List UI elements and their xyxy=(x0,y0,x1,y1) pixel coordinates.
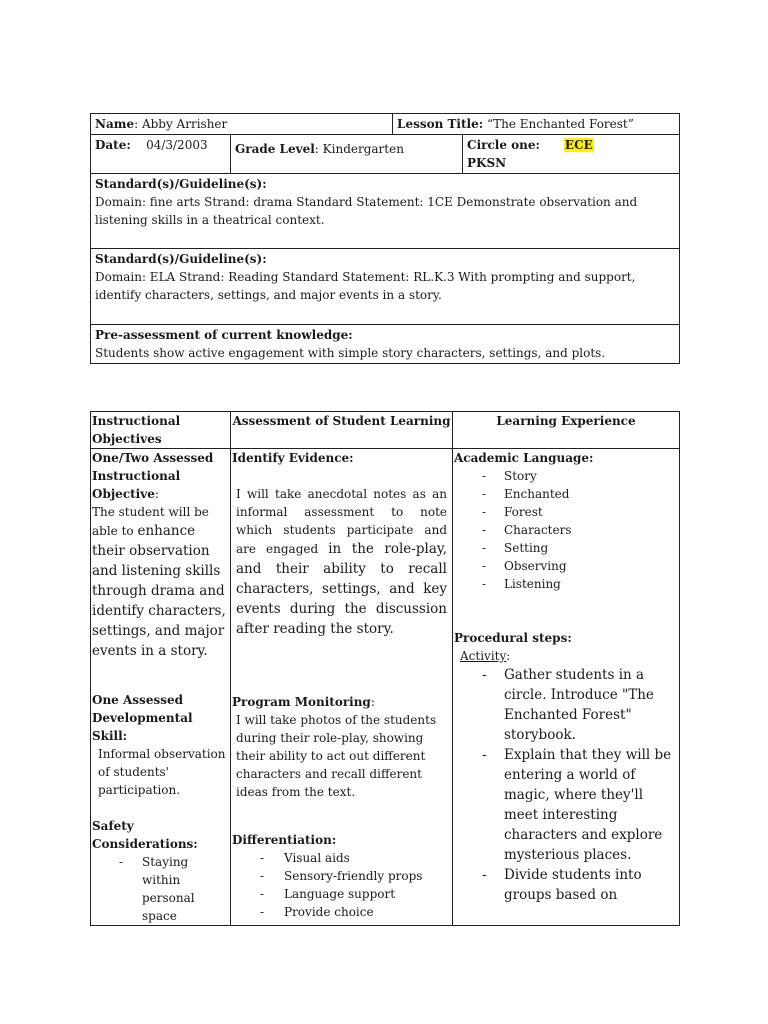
col-header-objectives: Instructional Objectives xyxy=(91,412,231,449)
academic-item-text: Enchanted xyxy=(504,487,570,501)
date-cell xyxy=(91,135,231,174)
lesson-title-label: Lesson Title: xyxy=(397,117,484,131)
academic-item-text: Characters xyxy=(504,523,572,537)
academic-item: - Characters xyxy=(482,523,572,537)
standard-1-cell xyxy=(91,174,680,249)
academic-item-text: Observing xyxy=(504,559,567,573)
preassessment-cell xyxy=(91,325,680,364)
name-cell: Name: Abby Arrisher xyxy=(91,114,393,135)
academic-item-text: Listening xyxy=(504,577,561,591)
col-header-assessment: Assessment of Student Learning xyxy=(231,412,453,449)
grade-cell: Grade Level: Kindergarten xyxy=(231,135,463,174)
procedure-step: - Divide students into groups based on xyxy=(482,867,642,903)
safety-label: Safety Considerations: xyxy=(92,819,198,851)
circle-label: Circle one: xyxy=(467,138,540,152)
circle-option-pksn: PKSN xyxy=(467,156,507,170)
learning-cell: Academic Language: - Story - Enchanted - Forest - Characters - Setting - Observing - Listening Procedural steps: Activity: - Gather students in a circle. Introduce "The Enchanted Forest" storybook. - Explain that they will be entering a world of magic, where they'll meet interesting characters and explore mysterious places. - Divide students into groups based on xyxy=(453,449,680,926)
activity-label: Activity xyxy=(460,649,507,663)
academic-item: - Listening xyxy=(482,577,561,591)
date-value: 04/3/2003 xyxy=(146,138,208,152)
evidence-text-a: I will take anecdotal notes as an informal assessment to note which students participate and are engaged xyxy=(236,487,447,556)
procedure-steps-list xyxy=(454,665,678,905)
lesson-plan-table xyxy=(90,411,680,926)
academic-label: Academic Language: xyxy=(454,451,594,465)
preassessment-label: Pre-assessment of current knowledge: xyxy=(95,328,353,342)
circle-cell xyxy=(463,135,680,174)
assessment-cell: Identify Evidence: I will take anecdotal notes as an informal assessment to note which students participate and are engaged in the role-play, and their ability to recall characters, settings, and key events during the discussion after reading the story. Program Monitoring: I will take photos of the students during their role-play, showing their ability to act out different characters and recall different ideas from the text. Differentiation: - Visual aids - Sensory-friendly props - Language support - Provide choice xyxy=(231,449,453,926)
procedure-step: - Explain that they will be entering a world of magic, where they'll meet interesting characters and explore mysterious places. xyxy=(482,747,672,863)
differentiation-item: - Sensory-friendly props xyxy=(260,869,423,883)
date-label: Date: xyxy=(95,138,131,152)
monitoring-text: I will take photos of the students during their role-play, showing their ability to act out different characters and recall different ideas from the text. xyxy=(236,713,437,799)
grade-value: Kindergarten xyxy=(322,142,404,156)
differentiation-list xyxy=(232,849,451,921)
circle-option-ece: ECE xyxy=(564,138,593,152)
standard-2-label: Standard(s)/Guideline(s): xyxy=(95,252,267,266)
academic-item-text: Story xyxy=(504,469,537,483)
academic-item: - Setting xyxy=(482,541,549,555)
evidence-label: Identify Evidence: xyxy=(232,451,354,465)
objective-label: One/Two Assessed Instructional Objective xyxy=(92,451,214,501)
differentiation-item: - Provide choice xyxy=(260,905,374,919)
academic-item: - Story xyxy=(482,469,537,483)
preassessment-text: Students show active engagement with simple story characters, settings, and plots. xyxy=(95,346,606,360)
standard-2-cell xyxy=(91,249,680,325)
lesson-header-table xyxy=(90,113,680,364)
academic-item-text: Forest xyxy=(504,505,543,519)
objective-text-a: The student will be able to xyxy=(92,505,209,538)
academic-item: - Forest xyxy=(482,505,543,519)
procedure-step: - Gather students in a circle. Introduce "The Enchanted Forest" storybook. xyxy=(482,667,654,743)
differentiation-item-text: Visual aids xyxy=(284,851,350,865)
evidence-text-b: in the role-play, and their ability to recall characters, settings, and key events during the discussion after reading the story. xyxy=(236,541,447,637)
objectives-cell: One/Two Assessed Instructional Objective: The student will be able to enhance their observation and listening skills through drama and identify characters, settings, and major events in a story. One Assessed Developmental Skill: Informal observation of students' participation. Safety Considerations: - Staying within personal space xyxy=(91,449,231,926)
differentiation-item: - Visual aids xyxy=(260,851,350,865)
academic-item: - Observing xyxy=(482,559,567,573)
academic-item: - Enchanted xyxy=(482,487,570,501)
safety-item-text: Staying within personal space xyxy=(142,855,195,923)
differentiation-item-text: Language support xyxy=(284,887,396,901)
differentiation-label: Differentiation: xyxy=(232,833,337,847)
lesson-title-cell xyxy=(393,114,680,135)
standard-2-text: Domain: ELA Strand: Reading Standard Statement: RL.K.3 With prompting and support, identify characters, settings, and major events in a story. xyxy=(95,270,636,302)
academic-list xyxy=(454,467,678,593)
name-value: Abby Arrisher xyxy=(141,117,228,131)
differentiation-item-text: Sensory-friendly props xyxy=(284,869,423,883)
procedural-label: Procedural steps: xyxy=(454,631,572,645)
monitoring-label: Program Monitoring xyxy=(232,695,371,709)
name-label: Name xyxy=(95,117,135,131)
lesson-title-value: “The Enchanted Forest” xyxy=(487,117,634,131)
procedure-step-text: Explain that they will be entering a world of magic, where they'll meet interesting characters and explore mysterious places. xyxy=(504,747,672,863)
standard-1-label: Standard(s)/Guideline(s): xyxy=(95,177,267,191)
grade-label: Grade Level xyxy=(235,142,315,156)
standard-1-text: Domain: fine arts Strand: drama Standard Statement: 1CE Demonstrate observation and listening skills in a theatrical context. xyxy=(95,195,638,227)
differentiation-item-text: Provide choice xyxy=(284,905,374,919)
procedure-step-text: Divide students into groups based on xyxy=(504,867,642,903)
academic-item-text: Setting xyxy=(504,541,549,555)
objective-text-b: enhance their observation and listening skills through drama and identify characters, settings, and major events in a story. xyxy=(92,523,226,659)
col-header-learning: Learning Experience xyxy=(453,412,680,449)
dev-skill-text: Informal observation of students' participation. xyxy=(98,747,226,797)
safety-list xyxy=(92,853,229,925)
dev-skill-label: One Assessed Developmental Skill: xyxy=(92,693,193,743)
safety-item: - Staying within personal space xyxy=(119,855,195,923)
differentiation-item: - Language support xyxy=(260,887,396,901)
procedure-step-text: Gather students in a circle. Introduce "The Enchanted Forest" storybook. xyxy=(504,667,654,743)
